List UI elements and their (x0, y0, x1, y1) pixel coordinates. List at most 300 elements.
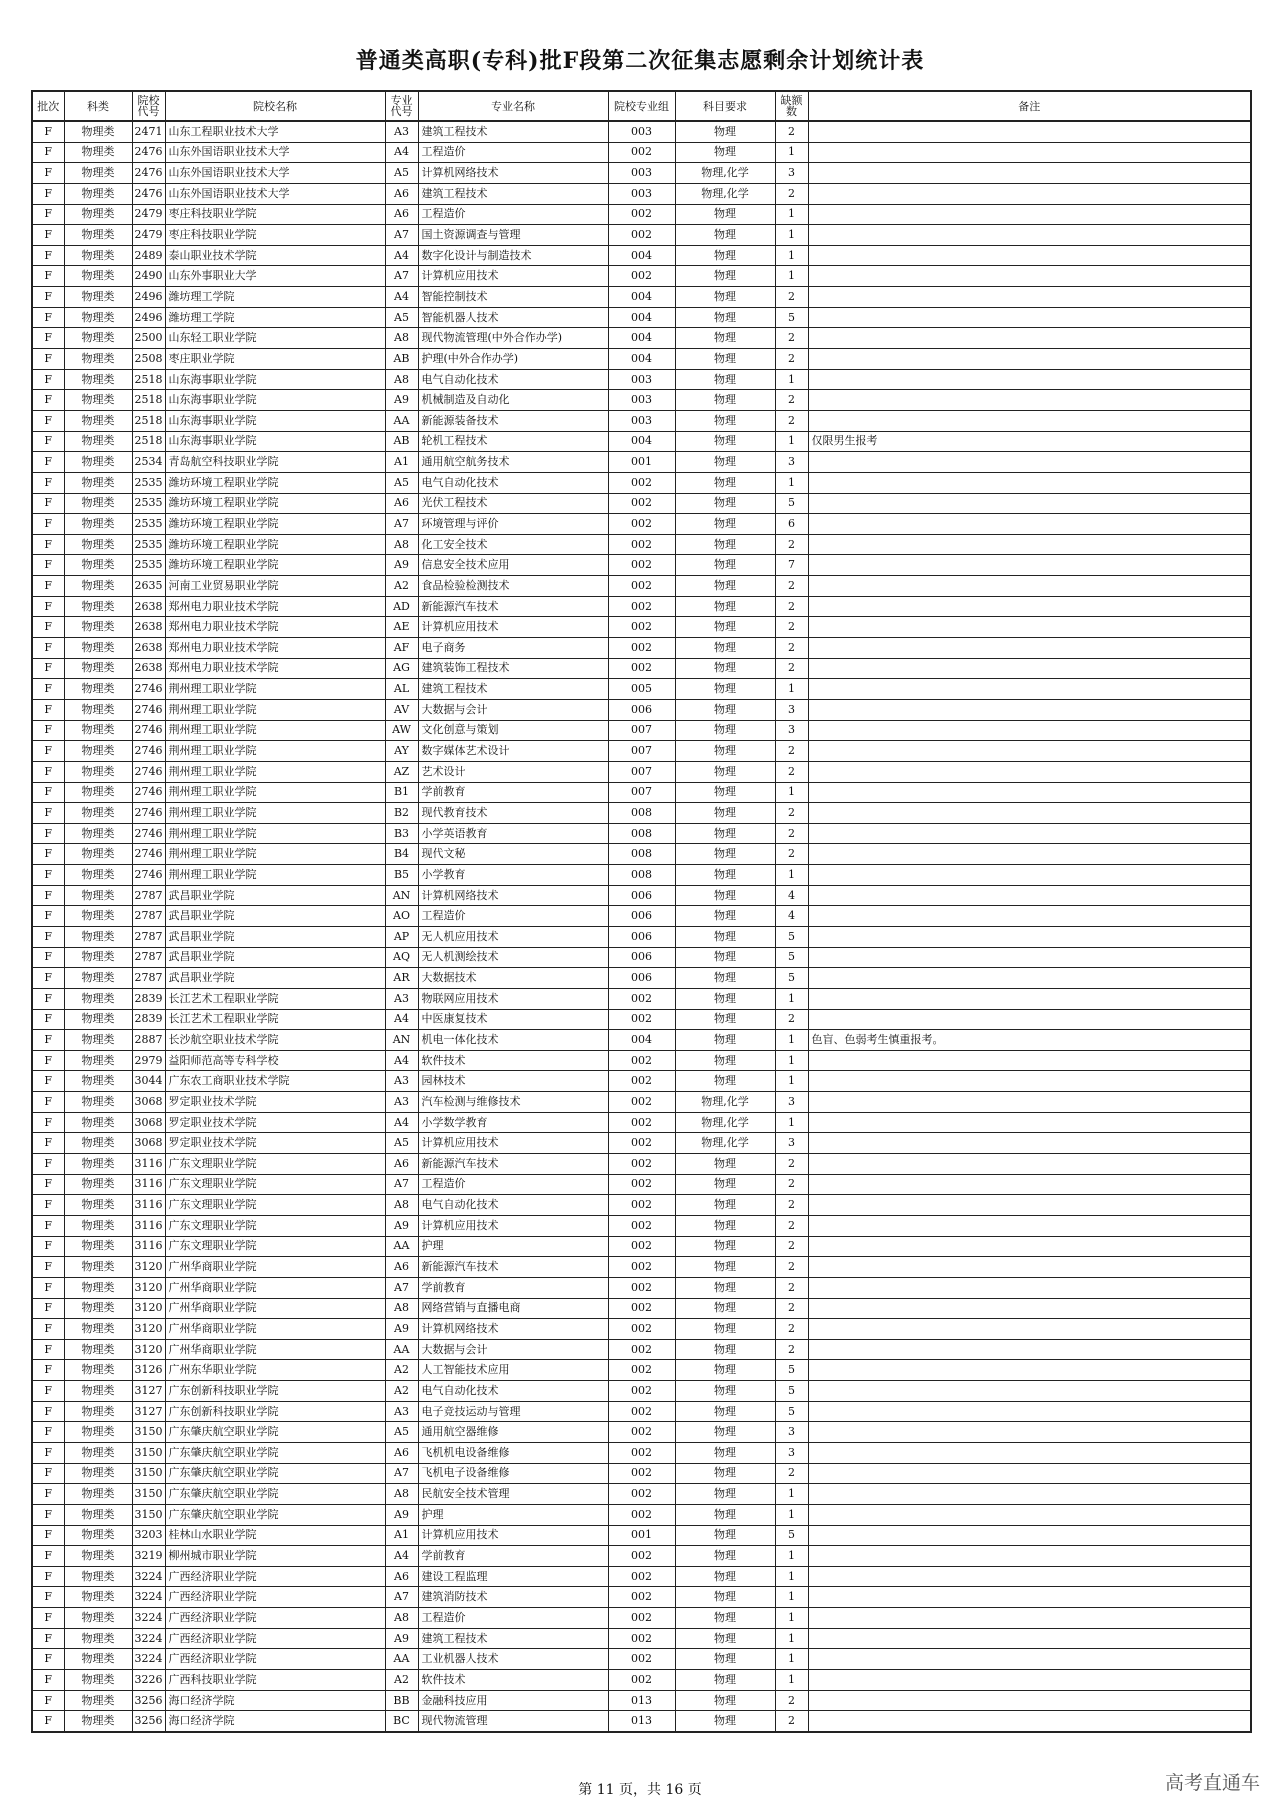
cell-major-group: 003 (608, 369, 675, 390)
cell-major-code: AB (385, 349, 418, 370)
cell-school-code: 3150 (132, 1484, 165, 1505)
cell-batch: F (32, 865, 64, 886)
cell-major-code: A9 (385, 1628, 418, 1649)
cell-category: 物理类 (64, 245, 132, 266)
cell-vacancy: 1 (775, 1628, 808, 1649)
cell-batch: F (32, 679, 64, 700)
header-major-code: 专业代号 (385, 91, 418, 121)
cell-school-code: 3120 (132, 1257, 165, 1278)
cell-school-name: 广州华商职业学院 (165, 1277, 385, 1298)
cell-major-code: A7 (385, 225, 418, 246)
cell-major-code: AD (385, 596, 418, 617)
cell-batch: F (32, 1649, 64, 1670)
cell-school-name: 郑州电力职业技术学院 (165, 658, 385, 679)
cell-remarks (808, 1298, 1251, 1319)
cell-vacancy: 2 (775, 1711, 808, 1732)
table-row (32, 638, 1251, 659)
cell-subject-req: 物理 (675, 1628, 775, 1649)
cell-vacancy: 6 (775, 514, 808, 535)
table-row (32, 1566, 1251, 1587)
table-row (32, 410, 1251, 431)
cell-school-name: 长江艺术工程职业学院 (165, 988, 385, 1009)
cell-school-code: 2496 (132, 287, 165, 308)
cell-major-name: 工程造价 (418, 906, 608, 927)
cell-remarks (808, 1381, 1251, 1402)
table-row (32, 266, 1251, 287)
table-row (32, 1484, 1251, 1505)
cell-major-group: 002 (608, 1381, 675, 1402)
cell-subject-req: 物理 (675, 431, 775, 452)
cell-major-code: A8 (385, 1608, 418, 1629)
cell-subject-req: 物理 (675, 1381, 775, 1402)
cell-school-name: 山东外国语职业技术大学 (165, 142, 385, 163)
cell-major-group: 002 (608, 555, 675, 576)
cell-major-code: AL (385, 679, 418, 700)
cell-subject-req: 物理 (675, 121, 775, 142)
cell-school-code: 3116 (132, 1236, 165, 1257)
cell-vacancy: 1 (775, 142, 808, 163)
table-row (32, 782, 1251, 803)
cell-school-code: 3224 (132, 1587, 165, 1608)
cell-subject-req: 物理 (675, 617, 775, 638)
cell-remarks (808, 741, 1251, 762)
cell-school-code: 2787 (132, 906, 165, 927)
cell-vacancy: 2 (775, 1009, 808, 1030)
cell-major-group: 003 (608, 390, 675, 411)
cell-school-name: 山东轻工职业学院 (165, 328, 385, 349)
cell-school-name: 广西经济职业学院 (165, 1608, 385, 1629)
cell-subject-req: 物理 (675, 679, 775, 700)
cell-remarks (808, 1319, 1251, 1340)
cell-school-name: 荆州理工职业学院 (165, 803, 385, 824)
header-subject-req: 科目要求 (675, 91, 775, 121)
cell-major-group: 002 (608, 1215, 675, 1236)
cell-remarks (808, 266, 1251, 287)
cell-major-group: 002 (608, 534, 675, 555)
cell-major-name: 大数据与会计 (418, 1339, 608, 1360)
cell-school-code: 2635 (132, 576, 165, 597)
cell-category: 物理类 (64, 988, 132, 1009)
cell-subject-req: 物理 (675, 390, 775, 411)
table-row (32, 1277, 1251, 1298)
cell-remarks (808, 1092, 1251, 1113)
cell-subject-req: 物理 (675, 782, 775, 803)
header-category: 科类 (64, 91, 132, 121)
cell-major-code: A2 (385, 1670, 418, 1691)
cell-major-name: 化工安全技术 (418, 534, 608, 555)
cell-school-code: 2746 (132, 782, 165, 803)
table-row (32, 1670, 1251, 1691)
cell-subject-req: 物理 (675, 926, 775, 947)
cell-major-group: 008 (608, 823, 675, 844)
cell-school-name: 广东肇庆航空职业学院 (165, 1463, 385, 1484)
cell-major-name: 工程造价 (418, 142, 608, 163)
cell-school-code: 3224 (132, 1566, 165, 1587)
table-row (32, 493, 1251, 514)
cell-major-name: 工程造价 (418, 204, 608, 225)
cell-batch: F (32, 514, 64, 535)
cell-school-code: 3116 (132, 1215, 165, 1236)
table-row (32, 1401, 1251, 1422)
cell-vacancy: 5 (775, 947, 808, 968)
table-row (32, 1339, 1251, 1360)
cell-major-group: 004 (608, 307, 675, 328)
cell-major-code: A7 (385, 1463, 418, 1484)
cell-major-code: A7 (385, 514, 418, 535)
cell-vacancy: 1 (775, 1030, 808, 1051)
cell-category: 物理类 (64, 1690, 132, 1711)
cell-batch: F (32, 1092, 64, 1113)
cell-major-name: 计算机应用技术 (418, 617, 608, 638)
cell-school-code: 3127 (132, 1401, 165, 1422)
cell-major-name: 计算机网络技术 (418, 1319, 608, 1340)
cell-vacancy: 2 (775, 638, 808, 659)
cell-category: 物理类 (64, 472, 132, 493)
cell-vacancy: 5 (775, 307, 808, 328)
cell-major-code: B2 (385, 803, 418, 824)
table-row (32, 1525, 1251, 1546)
cell-batch: F (32, 1401, 64, 1422)
cell-major-group: 013 (608, 1711, 675, 1732)
cell-major-code: A8 (385, 534, 418, 555)
cell-category: 物理类 (64, 968, 132, 989)
cell-remarks (808, 1360, 1251, 1381)
cell-remarks (808, 1443, 1251, 1464)
cell-category: 物理类 (64, 1566, 132, 1587)
header-batch: 批次 (32, 91, 64, 121)
cell-vacancy: 2 (775, 183, 808, 204)
cell-remarks (808, 658, 1251, 679)
cell-school-code: 3219 (132, 1546, 165, 1567)
cell-major-group: 002 (608, 1071, 675, 1092)
cell-remarks (808, 947, 1251, 968)
cell-major-group: 002 (608, 1443, 675, 1464)
cell-school-name: 荆州理工职业学院 (165, 720, 385, 741)
cell-remarks (808, 865, 1251, 886)
cell-vacancy: 1 (775, 988, 808, 1009)
cell-category: 物理类 (64, 390, 132, 411)
cell-subject-req: 物理 (675, 1546, 775, 1567)
cell-vacancy: 2 (775, 410, 808, 431)
cell-category: 物理类 (64, 926, 132, 947)
cell-school-code: 2787 (132, 968, 165, 989)
table-row (32, 1215, 1251, 1236)
cell-category: 物理类 (64, 1628, 132, 1649)
cell-remarks: 仅限男生报考 (808, 431, 1251, 452)
cell-major-name: 计算机应用技术 (418, 266, 608, 287)
cell-remarks (808, 1649, 1251, 1670)
cell-school-code: 2746 (132, 699, 165, 720)
cell-major-group: 004 (608, 328, 675, 349)
cell-remarks (808, 823, 1251, 844)
header-remarks: 备注 (808, 91, 1251, 121)
cell-remarks (808, 1711, 1251, 1732)
cell-category: 物理类 (64, 617, 132, 638)
cell-batch: F (32, 1504, 64, 1525)
cell-vacancy: 1 (775, 369, 808, 390)
cell-category: 物理类 (64, 679, 132, 700)
cell-school-name: 潍坊环境工程职业学院 (165, 534, 385, 555)
table-row (32, 431, 1251, 452)
cell-major-code: AZ (385, 761, 418, 782)
cell-vacancy: 1 (775, 431, 808, 452)
cell-category: 物理类 (64, 410, 132, 431)
cell-subject-req: 物理 (675, 761, 775, 782)
cell-school-name: 武昌职业学院 (165, 947, 385, 968)
cell-major-code: A8 (385, 369, 418, 390)
cell-vacancy: 1 (775, 1587, 808, 1608)
cell-major-code: A9 (385, 1215, 418, 1236)
cell-school-name: 广东文理职业学院 (165, 1154, 385, 1175)
cell-major-group: 002 (608, 1277, 675, 1298)
cell-batch: F (32, 1009, 64, 1030)
cell-major-code: B3 (385, 823, 418, 844)
cell-school-code: 3150 (132, 1422, 165, 1443)
cell-batch: F (32, 1339, 64, 1360)
cell-vacancy: 5 (775, 968, 808, 989)
cell-subject-req: 物理 (675, 534, 775, 555)
table-row (32, 328, 1251, 349)
cell-school-code: 3203 (132, 1525, 165, 1546)
cell-major-group: 004 (608, 349, 675, 370)
cell-subject-req: 物理 (675, 493, 775, 514)
cell-remarks (808, 1484, 1251, 1505)
cell-school-name: 武昌职业学院 (165, 968, 385, 989)
cell-major-code: A3 (385, 1401, 418, 1422)
table-row (32, 803, 1251, 824)
cell-school-code: 2489 (132, 245, 165, 266)
cell-subject-req: 物理 (675, 1319, 775, 1340)
table-row (32, 968, 1251, 989)
cell-major-name: 学前教育 (418, 1277, 608, 1298)
cell-major-code: A6 (385, 1566, 418, 1587)
cell-vacancy: 4 (775, 906, 808, 927)
table-row (32, 1154, 1251, 1175)
cell-category: 物理类 (64, 1236, 132, 1257)
cell-major-name: 物联网应用技术 (418, 988, 608, 1009)
cell-school-code: 2638 (132, 638, 165, 659)
cell-vacancy: 1 (775, 1050, 808, 1071)
cell-category: 物理类 (64, 596, 132, 617)
cell-vacancy: 3 (775, 720, 808, 741)
cell-subject-req: 物理 (675, 1670, 775, 1691)
cell-vacancy: 4 (775, 885, 808, 906)
table-row (32, 947, 1251, 968)
cell-batch: F (32, 204, 64, 225)
cell-school-name: 武昌职业学院 (165, 885, 385, 906)
cell-remarks (808, 720, 1251, 741)
table-row (32, 1298, 1251, 1319)
cell-major-code: AQ (385, 947, 418, 968)
cell-category: 物理类 (64, 761, 132, 782)
cell-school-name: 广州华商职业学院 (165, 1257, 385, 1278)
cell-subject-req: 物理 (675, 410, 775, 431)
cell-school-code: 2518 (132, 369, 165, 390)
cell-vacancy: 1 (775, 472, 808, 493)
cell-batch: F (32, 349, 64, 370)
cell-major-group: 002 (608, 204, 675, 225)
cell-remarks (808, 1608, 1251, 1629)
cell-major-code: A6 (385, 1257, 418, 1278)
cell-batch: F (32, 431, 64, 452)
cell-major-code: A5 (385, 1422, 418, 1443)
cell-school-code: 2479 (132, 225, 165, 246)
cell-batch: F (32, 1319, 64, 1340)
cell-remarks (808, 1670, 1251, 1691)
cell-school-name: 广东肇庆航空职业学院 (165, 1504, 385, 1525)
cell-remarks (808, 617, 1251, 638)
table-row (32, 1195, 1251, 1216)
cell-batch: F (32, 947, 64, 968)
cell-vacancy: 2 (775, 1215, 808, 1236)
cell-school-code: 2535 (132, 534, 165, 555)
cell-vacancy: 1 (775, 1484, 808, 1505)
cell-category: 物理类 (64, 142, 132, 163)
cell-major-code: AN (385, 885, 418, 906)
table-row (32, 142, 1251, 163)
cell-subject-req: 物理 (675, 1690, 775, 1711)
cell-school-name: 广东文理职业学院 (165, 1195, 385, 1216)
cell-batch: F (32, 1195, 64, 1216)
table-row (32, 596, 1251, 617)
cell-major-name: 小学英语教育 (418, 823, 608, 844)
cell-batch: F (32, 472, 64, 493)
cell-school-name: 荆州理工职业学院 (165, 679, 385, 700)
cell-major-code: A4 (385, 1546, 418, 1567)
table-row (32, 1236, 1251, 1257)
cell-subject-req: 物理 (675, 947, 775, 968)
cell-vacancy: 3 (775, 1422, 808, 1443)
cell-major-name: 文化创意与策划 (418, 720, 608, 741)
cell-subject-req: 物理 (675, 968, 775, 989)
cell-category: 物理类 (64, 163, 132, 184)
cell-subject-req: 物理 (675, 328, 775, 349)
cell-major-group: 002 (608, 1463, 675, 1484)
table-row (32, 1381, 1251, 1402)
cell-remarks (808, 121, 1251, 142)
cell-category: 物理类 (64, 1587, 132, 1608)
table-row (32, 1463, 1251, 1484)
cell-school-name: 荆州理工职业学院 (165, 865, 385, 886)
cell-major-group: 002 (608, 1236, 675, 1257)
cell-school-code: 2746 (132, 761, 165, 782)
cell-remarks (808, 1587, 1251, 1608)
cell-vacancy: 1 (775, 865, 808, 886)
cell-major-code: AA (385, 1649, 418, 1670)
cell-school-code: 3256 (132, 1690, 165, 1711)
cell-batch: F (32, 1463, 64, 1484)
cell-major-group: 004 (608, 431, 675, 452)
table-row (32, 514, 1251, 535)
cell-major-name: 现代教育技术 (418, 803, 608, 824)
cell-major-name: 计算机应用技术 (418, 1215, 608, 1236)
cell-vacancy: 3 (775, 1133, 808, 1154)
cell-batch: F (32, 968, 64, 989)
cell-major-code: A1 (385, 452, 418, 473)
cell-major-name: 计算机应用技术 (418, 1525, 608, 1546)
cell-major-group: 002 (608, 266, 675, 287)
cell-vacancy: 2 (775, 287, 808, 308)
cell-subject-req: 物理 (675, 452, 775, 473)
table-row (32, 1690, 1251, 1711)
cell-batch: F (32, 493, 64, 514)
cell-vacancy: 2 (775, 1174, 808, 1195)
cell-major-group: 001 (608, 452, 675, 473)
cell-remarks (808, 1257, 1251, 1278)
cell-batch: F (32, 803, 64, 824)
cell-school-code: 2476 (132, 142, 165, 163)
table-row (32, 617, 1251, 638)
cell-remarks (808, 204, 1251, 225)
cell-batch: F (32, 1587, 64, 1608)
cell-school-name: 广东文理职业学院 (165, 1215, 385, 1236)
cell-vacancy: 2 (775, 596, 808, 617)
cell-category: 物理类 (64, 1339, 132, 1360)
cell-subject-req: 物理 (675, 1030, 775, 1051)
cell-major-code: A7 (385, 1174, 418, 1195)
cell-category: 物理类 (64, 431, 132, 452)
cell-major-group: 002 (608, 1649, 675, 1670)
cell-major-group: 002 (608, 1133, 675, 1154)
cell-vacancy: 1 (775, 1504, 808, 1525)
table-row (32, 1030, 1251, 1051)
cell-batch: F (32, 1133, 64, 1154)
table-row (32, 225, 1251, 246)
cell-major-name: 新能源汽车技术 (418, 596, 608, 617)
cell-school-name: 罗定职业技术学院 (165, 1112, 385, 1133)
cell-school-code: 3120 (132, 1298, 165, 1319)
cell-category: 物理类 (64, 121, 132, 142)
cell-batch: F (32, 534, 64, 555)
cell-major-code: AY (385, 741, 418, 762)
cell-remarks (808, 844, 1251, 865)
cell-batch: F (32, 1628, 64, 1649)
cell-subject-req: 物理 (675, 555, 775, 576)
table-row (32, 1422, 1251, 1443)
cell-vacancy: 1 (775, 1670, 808, 1691)
plan-table-container (31, 90, 1250, 1733)
cell-major-group: 002 (608, 1319, 675, 1340)
cell-batch: F (32, 452, 64, 473)
cell-major-group: 008 (608, 803, 675, 824)
cell-school-name: 广西经济职业学院 (165, 1649, 385, 1670)
cell-school-code: 3116 (132, 1154, 165, 1175)
cell-school-code: 3150 (132, 1463, 165, 1484)
cell-subject-req: 物理 (675, 1566, 775, 1587)
cell-major-group: 002 (608, 1670, 675, 1691)
cell-category: 物理类 (64, 369, 132, 390)
cell-category: 物理类 (64, 555, 132, 576)
cell-vacancy: 5 (775, 1525, 808, 1546)
cell-major-name: 计算机应用技术 (418, 1133, 608, 1154)
cell-major-group: 002 (608, 1546, 675, 1567)
cell-batch: F (32, 1608, 64, 1629)
cell-school-code: 3126 (132, 1360, 165, 1381)
cell-major-name: 网络营销与直播电商 (418, 1298, 608, 1319)
cell-batch: F (32, 617, 64, 638)
cell-category: 物理类 (64, 1092, 132, 1113)
cell-remarks (808, 1133, 1251, 1154)
cell-category: 物理类 (64, 576, 132, 597)
cell-major-code: AR (385, 968, 418, 989)
cell-batch: F (32, 596, 64, 617)
table-row (32, 1071, 1251, 1092)
cell-major-group: 002 (608, 576, 675, 597)
cell-major-code: AO (385, 906, 418, 927)
table-row (32, 1092, 1251, 1113)
cell-subject-req: 物理 (675, 576, 775, 597)
cell-major-code: A8 (385, 1195, 418, 1216)
